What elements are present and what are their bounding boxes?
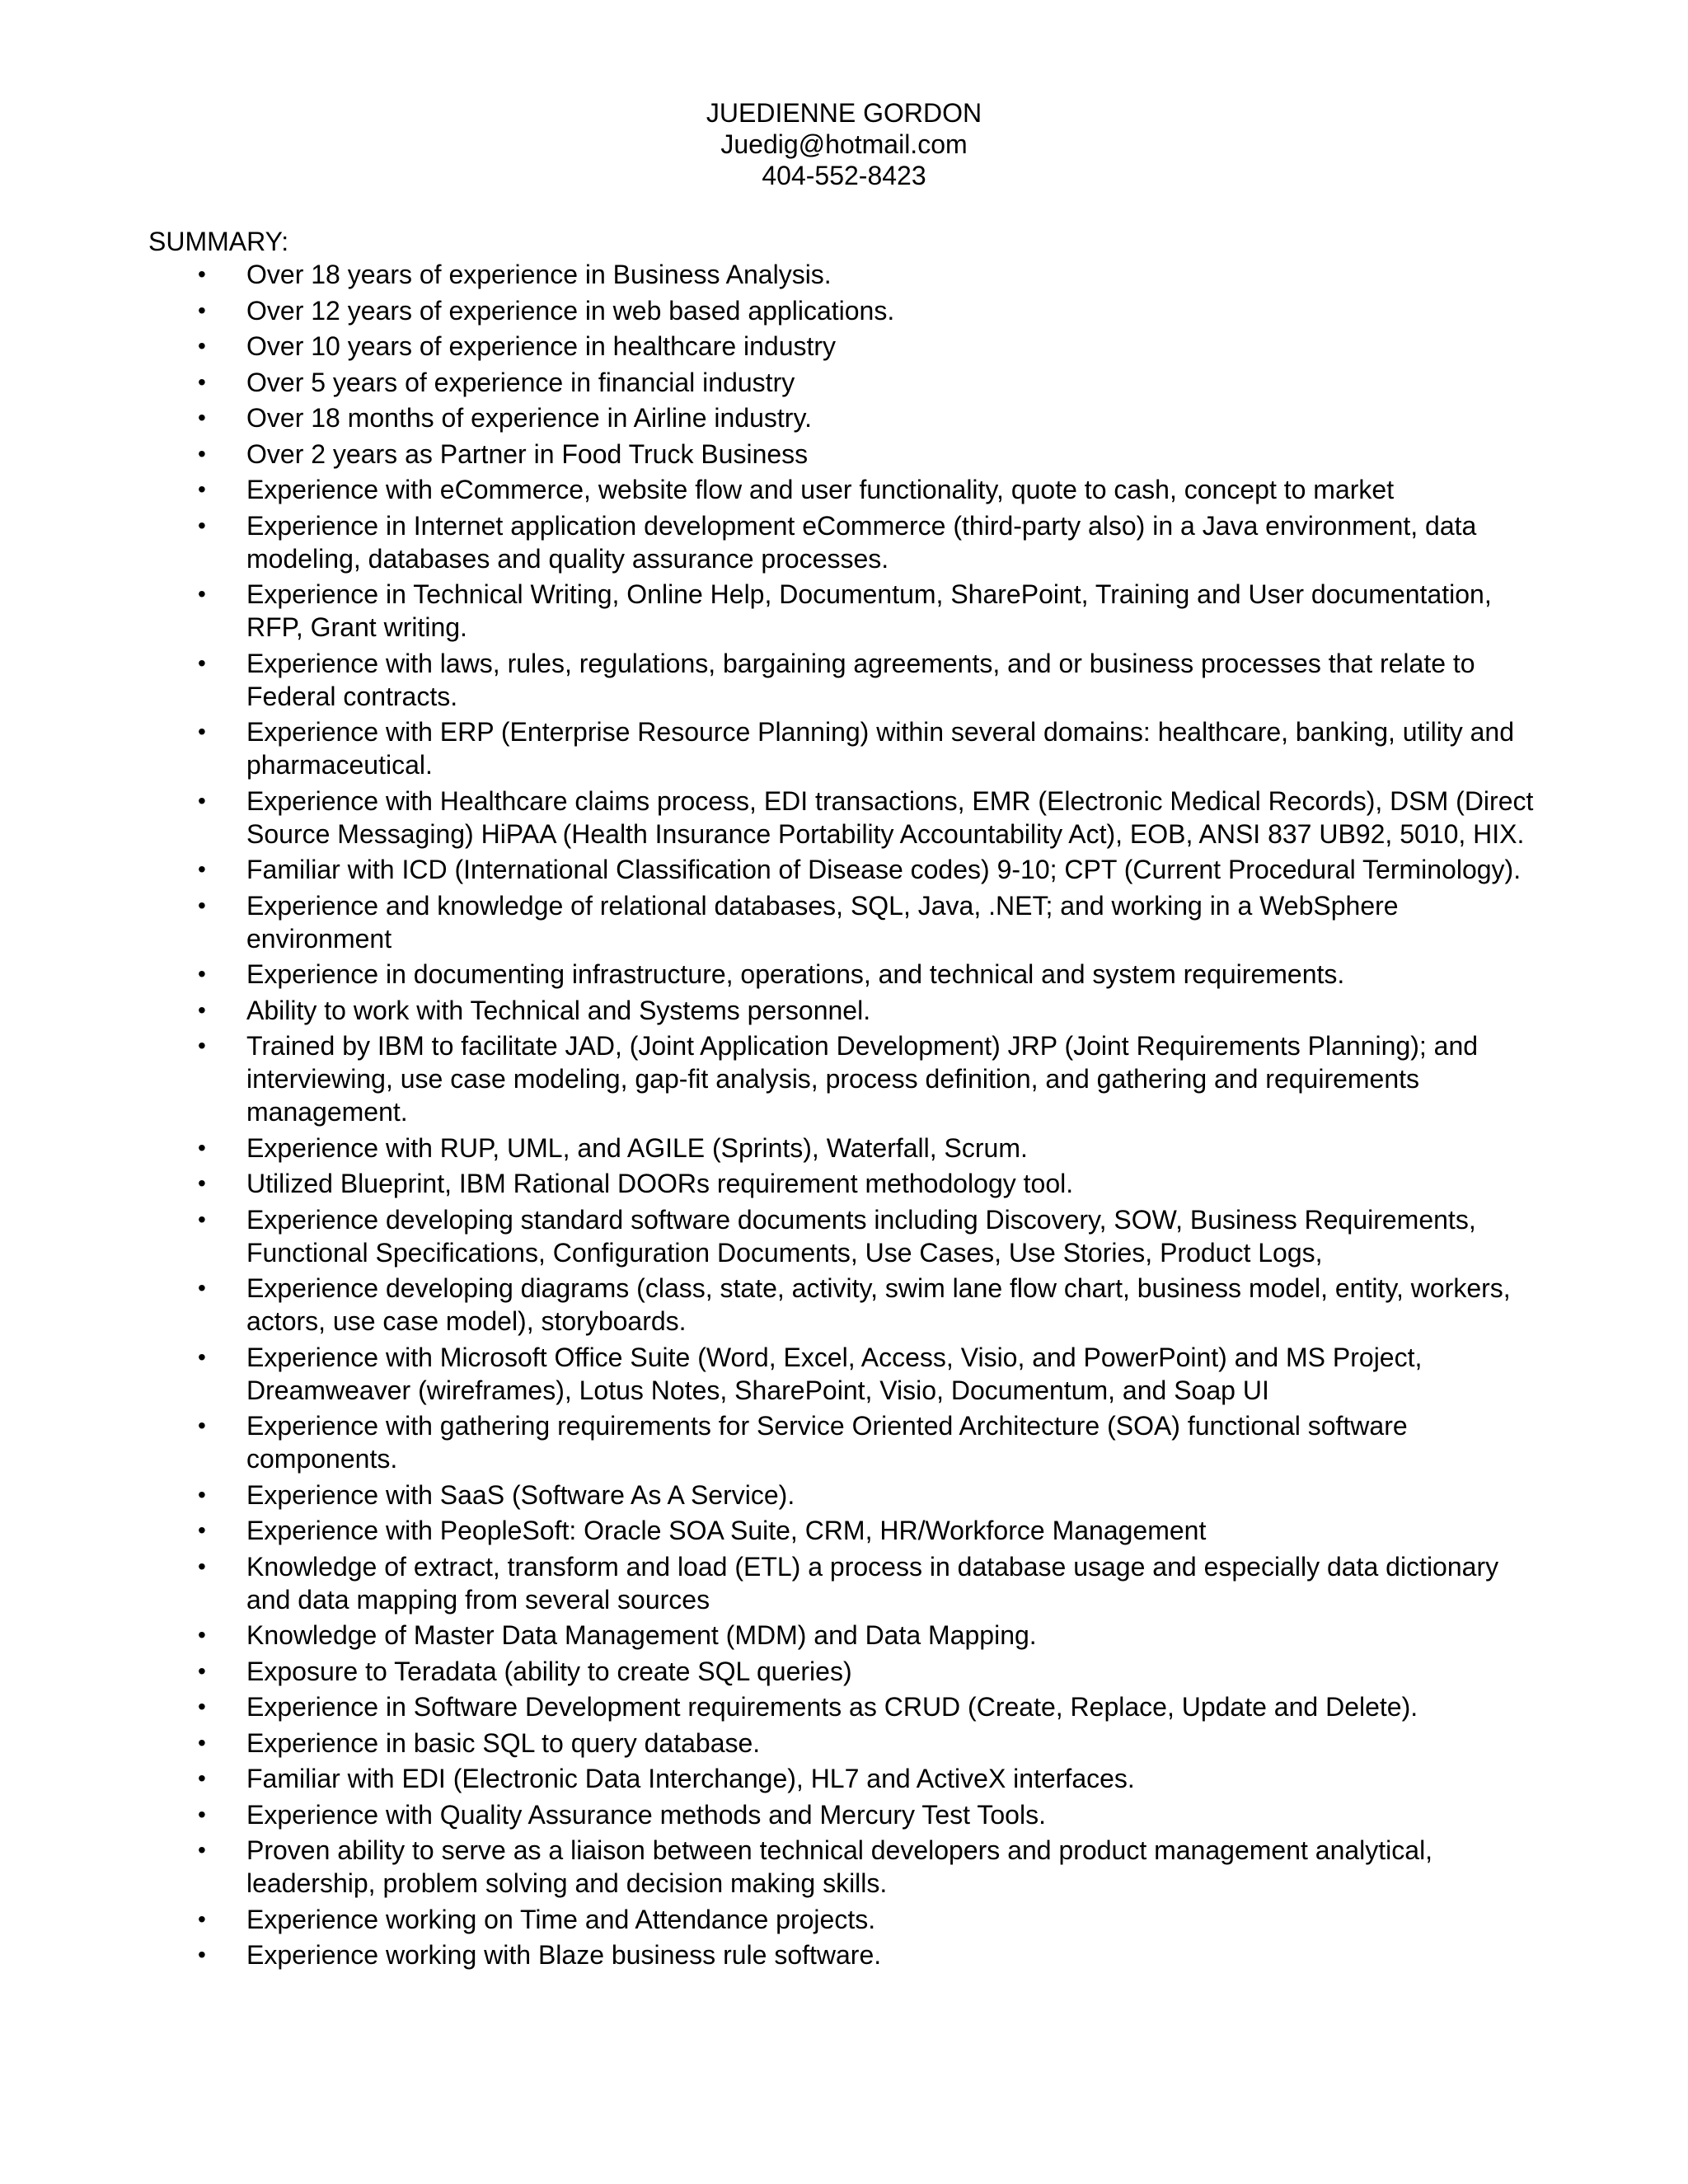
summary-item xyxy=(0,401,1540,434)
summary-item-text: Familiar with ICD (International Classification of Disease codes) 9-10; CPT (Current Procedural Terminology). xyxy=(246,855,1522,884)
summary-item xyxy=(0,1409,1540,1475)
summary-item xyxy=(0,1272,1540,1338)
summary-item xyxy=(0,1727,1540,1760)
bullet-icon: • xyxy=(198,1657,206,1684)
summary-item xyxy=(0,1341,1540,1407)
bullet-icon: • xyxy=(198,440,206,466)
summary-item xyxy=(0,1762,1540,1795)
summary-item xyxy=(0,853,1540,886)
summary-heading: SUMMARY: xyxy=(148,227,289,256)
summary-item xyxy=(0,1798,1540,1831)
bullet-icon: • xyxy=(198,333,206,359)
summary-item xyxy=(0,889,1540,955)
summary-item-text: Experience with Quality Assurance methods and Mercury Test Tools. xyxy=(246,1799,1046,1830)
summary-item-text: Experience with PeopleSoft: Oracle SOA Suite, CRM, HR/Workforce Management xyxy=(246,1516,1207,1545)
summary-item xyxy=(0,509,1540,575)
summary-item xyxy=(0,1550,1540,1616)
summary-item xyxy=(0,1690,1540,1723)
summary-item-text: Experience with laws, rules, regulations, bargaining agreements, and or business processes that relate to Federal contracts. xyxy=(246,648,1475,711)
summary-item xyxy=(0,258,1540,291)
bullet-icon: • xyxy=(198,787,206,813)
summary-item xyxy=(0,1203,1540,1269)
summary-item-text: Familiar with EDI (Electronic Data Interchange), HL7 and ActiveX interfaces. xyxy=(246,1764,1135,1793)
bullet-icon: • xyxy=(198,512,206,538)
bullet-icon: • xyxy=(198,1517,206,1543)
bullet-icon: • xyxy=(198,961,206,987)
bullet-icon: • xyxy=(198,1275,206,1301)
summary-item xyxy=(0,1479,1540,1511)
summary-item-text: Experience and knowledge of relational databases, SQL, Java, .NET; and working in a WebSphere environment xyxy=(246,890,1399,954)
summary-item xyxy=(0,647,1540,713)
summary-item xyxy=(0,1132,1540,1165)
summary-item-text: Over 18 years of experience in Business Analysis. xyxy=(246,260,832,289)
bullet-icon: • xyxy=(198,1481,206,1507)
summary-item-text: Experience in basic SQL to query database. xyxy=(246,1727,761,1758)
bullet-icon: • xyxy=(198,1729,206,1755)
candidate-email: Juedig@hotmail.com xyxy=(720,129,968,159)
bullet-icon: • xyxy=(198,476,206,502)
summary-item-text: Over 12 years of experience in web based applications. xyxy=(246,295,895,326)
bullet-icon: • xyxy=(198,1206,206,1232)
summary-item-text: Experience working with Blaze business rule software. xyxy=(246,1940,882,1970)
bullet-icon: • xyxy=(198,405,206,430)
bullet-icon: • xyxy=(198,1553,206,1579)
summary-item xyxy=(0,438,1540,471)
bullet-icon: • xyxy=(198,1837,206,1863)
bullet-icon: • xyxy=(198,581,206,607)
bullet-icon: • xyxy=(198,1134,206,1160)
summary-item xyxy=(0,294,1540,327)
bullet-icon: • xyxy=(198,1033,206,1058)
summary-item-text: Experience with RUP, UML, and AGILE (Sprints), Waterfall, Scrum. xyxy=(246,1132,1028,1163)
summary-item-text: Experience with SaaS (Software As A Service). xyxy=(246,1479,795,1510)
bullet-icon: • xyxy=(198,1622,206,1647)
summary-item xyxy=(0,1938,1540,1971)
summary-item-text: Over 2 years as Partner in Food Truck Business xyxy=(246,438,809,469)
bullet-icon: • xyxy=(198,1343,206,1370)
summary-item-text: Experience in Technical Writing, Online Help, Documentum, SharePoint, Training and User documentation, RFP, Grant writing. xyxy=(246,579,1492,642)
summary-item-text: Experience in Software Development requirements as CRUD (Create, Replace, Update and Delete). xyxy=(246,1692,1418,1722)
summary-item-text: Over 10 years of experience in healthcare industry xyxy=(246,331,837,361)
summary-item-text: Experience with eCommerce, website flow and user functionality, quote to cash, concept to market xyxy=(246,475,1395,504)
summary-item-text: Over 5 years of experience in financial industry xyxy=(246,367,795,397)
summary-item xyxy=(0,1029,1540,1128)
bullet-icon: • xyxy=(198,1170,206,1196)
summary-item-text: Experience with ERP (Enterprise Resource Planning) within several domains: healthcare, banking, utility and pharmaceutical. xyxy=(246,717,1514,780)
summary-item xyxy=(0,958,1540,991)
candidate-phone: 404-552-8423 xyxy=(762,161,926,190)
summary-item xyxy=(0,330,1540,363)
bullet-icon: • xyxy=(198,261,206,287)
summary-item-text: Over 18 months of experience in Airline industry. xyxy=(246,403,812,433)
bullet-icon: • xyxy=(198,1765,206,1791)
bullet-icon: • xyxy=(198,297,206,323)
summary-item-text: Trained by IBM to facilitate JAD, (Joint Application Development) JRP (Joint Requirements Planning); and interviewing, use case modeling, gap-fit analysis, process definition, and gathering and requirements management. xyxy=(246,1031,1479,1127)
summary-item-text: Experience in Internet application development eCommerce (third-party also) in a Java environment, data modeling, databases and quality assurance processes. xyxy=(246,510,1477,574)
summary-list xyxy=(0,258,1688,1975)
bullet-icon: • xyxy=(198,368,206,395)
bullet-icon: • xyxy=(198,856,206,882)
summary-item-text: Experience with Healthcare claims process, EDI transactions, EMR (Electronic Medical Records), DSM (Direct Source Messaging) HiPAA (Health Insurance Portability Accountability Act), EOB, ANSI 837 UB92, 5010, HIX. xyxy=(246,785,1534,849)
bullet-icon: • xyxy=(198,1801,206,1827)
bullet-icon: • xyxy=(198,1413,206,1438)
summary-item xyxy=(0,715,1540,781)
summary-item-text: Experience developing diagrams (class, state, activity, swim lane flow chart, business model, entity, workers, actors, use case model), storyboards. xyxy=(246,1273,1511,1336)
summary-item-text: Ability to work with Technical and Systems personnel. xyxy=(246,995,871,1025)
summary-item xyxy=(0,1619,1540,1652)
summary-item xyxy=(0,473,1540,506)
summary-item-text: Experience working on Time and Attendance projects. xyxy=(246,1904,876,1934)
summary-item xyxy=(0,1903,1540,1936)
summary-item xyxy=(0,1655,1540,1688)
summary-item-text: Exposure to Teradata (ability to create SQL queries) xyxy=(246,1656,852,1686)
bullet-icon: • xyxy=(198,1905,206,1932)
summary-item-text: Experience with Microsoft Office Suite (Word, Excel, Access, Visio, and PowerPoint) and MS Project, Dreamweaver (wireframes), Lotus Notes, SharePoint, Visio, Documentum, and Soap UI xyxy=(246,1342,1423,1405)
bullet-icon: • xyxy=(198,1942,206,1967)
bullet-icon: • xyxy=(198,996,206,1023)
summary-item-text: Experience with gathering requirements for Service Oriented Architecture (SOA) functional software components. xyxy=(246,1411,1408,1474)
bullet-icon: • xyxy=(198,719,206,744)
summary-item-text: Proven ability to serve as a liaison between technical developers and product management analytical, leadership, problem solving and decision making skills. xyxy=(246,1835,1433,1898)
resume-header xyxy=(0,97,1688,191)
candidate-name: JUEDIENNE GORDON xyxy=(706,98,982,128)
summary-item-text: Utilized Blueprint, IBM Rational DOORs requirement methodology tool. xyxy=(246,1169,1074,1198)
summary-item xyxy=(0,1167,1540,1200)
summary-item-text: Experience in documenting infrastructure, operations, and technical and system requirements. xyxy=(246,959,1345,989)
summary-item xyxy=(0,785,1540,851)
summary-item-text: Knowledge of extract, transform and load (ETL) a process in database usage and especially data dictionary and data mapping from several sources xyxy=(246,1551,1499,1615)
bullet-icon: • xyxy=(198,649,206,676)
summary-item xyxy=(0,994,1540,1027)
summary-item-text: Experience developing standard software documents including Discovery, SOW, Business Requirements, Functional Specifications, Configuration Documents, Use Cases, Use Stories, Product Logs, xyxy=(246,1204,1476,1268)
summary-item-text: Knowledge of Master Data Management (MDM) and Data Mapping. xyxy=(246,1620,1037,1650)
summary-item xyxy=(0,366,1540,399)
summary-item xyxy=(0,578,1540,644)
summary-item xyxy=(0,1514,1540,1547)
bullet-icon: • xyxy=(198,892,206,918)
bullet-icon: • xyxy=(198,1694,206,1719)
summary-item xyxy=(0,1834,1540,1900)
